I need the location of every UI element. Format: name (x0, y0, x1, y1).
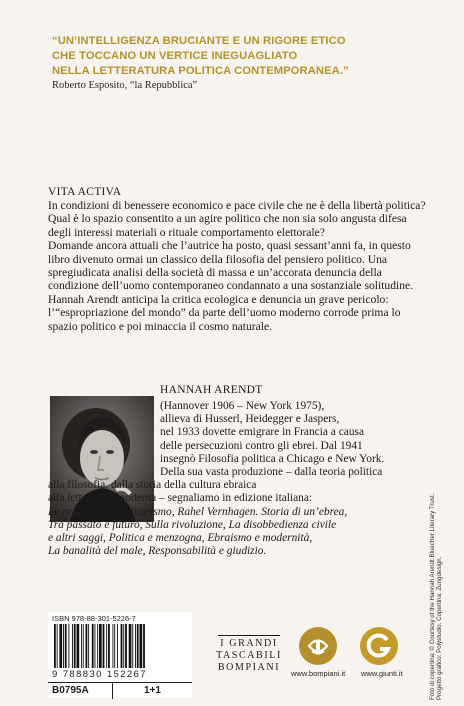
works-line: e altri saggi, Politica e menzogna, Ebraismo e modernità, (48, 532, 313, 545)
cover-credits (429, 470, 445, 700)
series-rule (218, 635, 280, 636)
blurb-paragraph-1: In condizioni di benessere economico e pace civile che ne è della libertà politica? Qual è lo spazio consentito a un agire politico che non sia solo angusta difesa degli interessi materiali o rituale comportamento elettorale? (48, 199, 426, 239)
product-code-bar (48, 682, 192, 699)
giunti-website: www.giunti.it (361, 669, 403, 678)
author-name: HANNAH ARENDT (160, 384, 263, 396)
quote-attribution: Roberto Esposito, “la Repubblica” (52, 80, 198, 91)
bompiani-website: www.bompiani.it (291, 669, 346, 678)
bio-line: allieva di Husserl, Heidegger e Jaspers, (160, 413, 340, 426)
credits-line-1: Foto di copertina: © Courtesy of the Hannah Arendt Bluecher Literary Trust. (429, 493, 436, 700)
series-line: BOMPIANI (217, 662, 281, 673)
bio-line: insegnò Filosofia politica a Chicago e New York. (160, 452, 385, 465)
barcode-block (48, 612, 192, 698)
bio-line: alla letteratura moderna – segnaliamo in edizione italiana: (48, 492, 313, 505)
works-line: Tra passato e futuro, Sulla rivoluzione, La disobbedienza civile (48, 518, 337, 531)
blurb-text (48, 199, 428, 333)
edition-code: 1+1 (144, 685, 161, 696)
giunti-mark-icon (360, 627, 398, 665)
barcode-image (52, 624, 186, 668)
bio-line: Della sua vasta produzione – dalla teoria politica (160, 466, 383, 479)
blurb-paragraph-3: Hannah Arendt anticipa la critica ecologica e denuncia un grave pericolo: l’“espropriazione del mondo” da parte dell’uomo moderno corrode prima lo spazio politico e poi minaccia il cosmo naturale. (48, 292, 401, 333)
blurb-paragraph-2: Domande ancora attuali che l’autrice ha posto, quasi sessant’anni fa, in questo libro divenuto ormai un classico della filosofia del pensiero politico. Una spregiudicata analisi della società di massa e un’accorata denuncia della condizione dell’uomo contemporaneo condannato a una sostanziale solitudine. (48, 239, 414, 293)
series-line: TASCABILI (216, 650, 282, 661)
barcode-number: 9 788830 152267 (52, 669, 147, 680)
bio-line: delle persecuzioni contro gli ebrei. Dal 1941 (160, 439, 363, 452)
series-logo (214, 635, 284, 674)
bompiani-logo-icon (299, 627, 337, 665)
blurb-title: VITA ACTIVA (48, 186, 122, 198)
author-bio (48, 400, 430, 558)
bio-line: (Hannover 1906 – New York 1975), (160, 400, 325, 412)
series-line: I GRANDI (220, 638, 278, 649)
quote-line-2: CHE TOCCANO UN VERTICE INEGUAGLIATO (52, 50, 298, 62)
bio-line: nel 1933 dovette emigrare in Francia a causa (160, 426, 364, 439)
giunti-logo-icon (360, 627, 398, 665)
quote-line-3: NELLA LETTERATURA POLITICA CONTEMPORANEA.” (52, 65, 349, 77)
credits-text (429, 470, 443, 700)
product-code: B0795A (48, 683, 113, 699)
quote-line-1: “UN’INTELLIGENZA BRUCIANTE E UN RIGORE ETICO (52, 35, 346, 47)
bio-line: alla filosofia, dalla storia della cultura ebraica (48, 479, 257, 492)
works-line: La banalità del male, Responsabilità e giudizio. (48, 545, 267, 558)
credits-line-2: Progetto grafico: Polystudio. Copertina: Zungdesign. (436, 556, 443, 700)
works-line: Le origini del totalitarismo, Rahel Vernhagen. Storia di un’ebrea, (48, 505, 348, 518)
cover-quote (52, 34, 422, 79)
bompiani-mark-icon (299, 627, 337, 665)
isbn-label: ISBN 978-88-301-5226-7 (52, 614, 136, 623)
